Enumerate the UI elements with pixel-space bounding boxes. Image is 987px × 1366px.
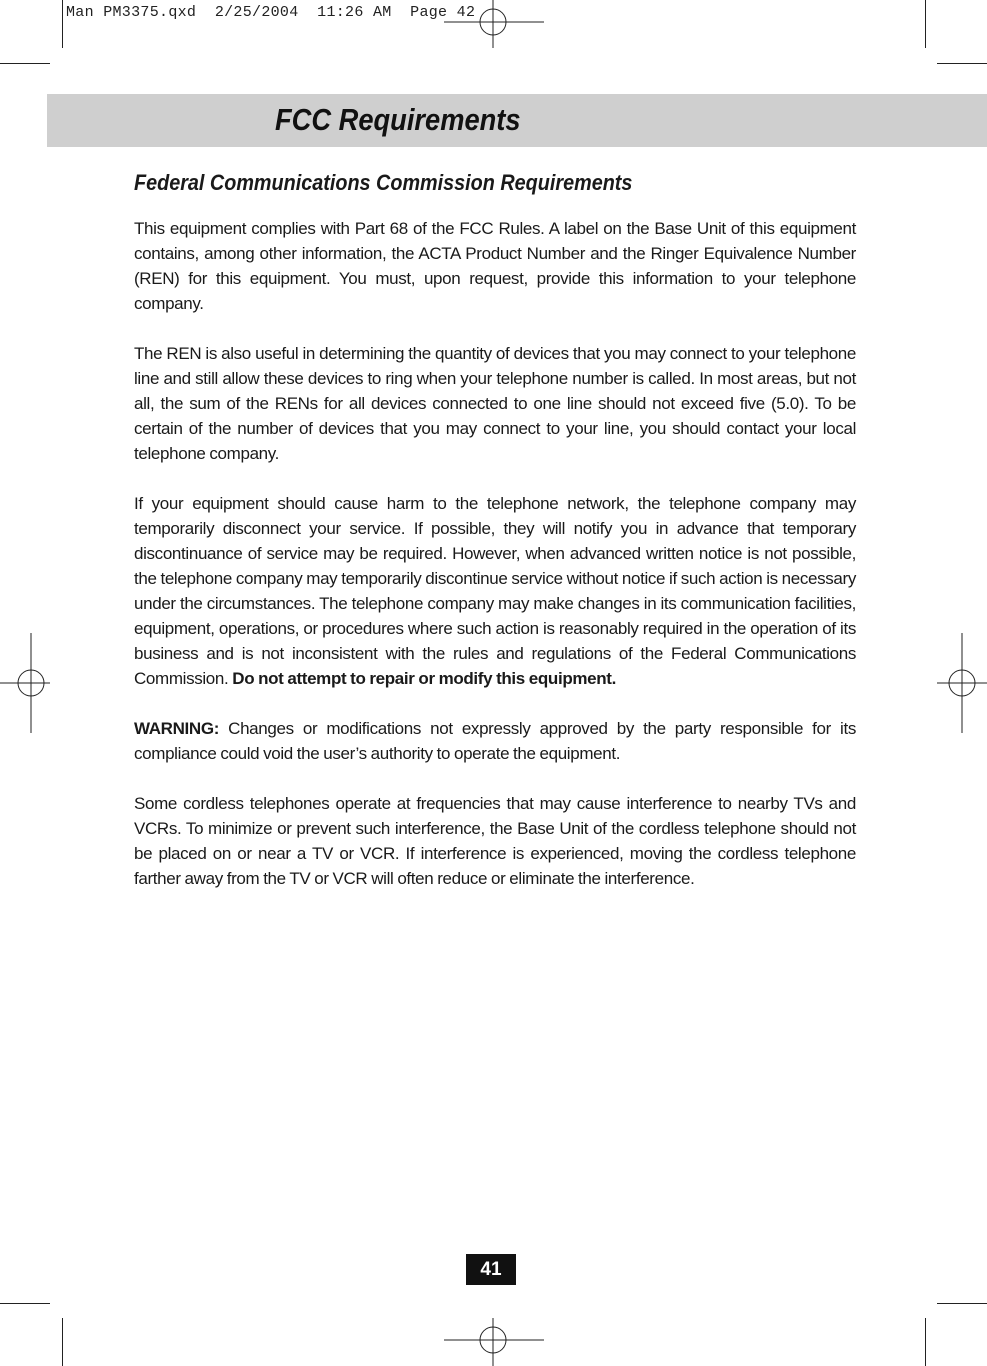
paragraph-network-harm bbox=[134, 491, 856, 691]
registration-mark-top bbox=[444, 0, 544, 48]
print-slug: Man PM3375.qxd 2/25/2004 11:26 AM Page 42 bbox=[66, 4, 476, 21]
section-header-band bbox=[47, 94, 987, 147]
crop-mark-top-right-v bbox=[925, 0, 926, 48]
crop-mark-bottom-left-h bbox=[0, 1303, 50, 1304]
crop-mark-top-right-h bbox=[937, 63, 987, 64]
crop-mark-top-left-h bbox=[0, 63, 50, 64]
crop-mark-top-left-v bbox=[62, 0, 63, 48]
page-subtitle: Federal Communications Commission Requirements bbox=[134, 170, 633, 195]
crop-mark-bottom-right-v bbox=[925, 1318, 926, 1366]
paragraph-warning bbox=[134, 716, 856, 766]
document-body bbox=[134, 170, 856, 916]
registration-mark-right bbox=[937, 633, 987, 733]
page-number: 41 bbox=[466, 1254, 516, 1285]
paragraph-part68: This equipment complies with Part 68 of the FCC Rules. A label on the Base Unit of this equipment contains, among other information, the ACTA Product Number and the Ringer Equivalence Number (REN) for this equipment. You must, upon request, provide this information to your telephone company. bbox=[134, 219, 856, 313]
warning-text: Changes or modifications not expressly approved by the party responsible for its compliance could void the user’s authority to operate the equipment. bbox=[134, 719, 856, 763]
paragraph-interference: Some cordless telephones operate at frequencies that may cause interference to nearby TVs and VCRs. To minimize or prevent such interference, the Base Unit of the cordless telephone should not be placed on or near a TV or VCR. If interference is experienced, moving the cordless telephone farther away from the TV or VCR will often reduce or eliminate the interference. bbox=[134, 794, 856, 888]
repair-warning-bold: Do not attempt to repair or modify this equipment. bbox=[232, 669, 616, 688]
paragraph-ren: The REN is also useful in determining the quantity of devices that you may connect to your telephone line and still allow these devices to ring when your telephone number is called. In most areas, but not all, the sum of the RENs for all devices connected to one line should not exceed five (5.0). To be certain of the number of devices that you may connect to your line, you should contact your local telephone company. bbox=[134, 344, 856, 463]
registration-mark-left bbox=[0, 633, 50, 733]
paragraph-network-harm-text: If your equipment should cause harm to the telephone network, the telephone company may temporarily disconnect your service. If possible, they will notify you in advance that temporary discontinuance of service may be required. However, when advanced written notice is not possible, the telephone company may temporarily discontinue service without notice if such action is necessary under the circumstances. The telephone company may make changes in its communication facilities, equipment, operations, or procedures where such action is reasonably required in the operation of its business and is not inconsistent with the rules and regulations of the Federal Communications Commission. bbox=[134, 494, 856, 688]
section-title: FCC Requirements bbox=[275, 102, 521, 137]
crop-mark-bottom-right-h bbox=[937, 1303, 987, 1304]
crop-mark-bottom-left-v bbox=[62, 1318, 63, 1366]
warning-label: WARNING: bbox=[134, 719, 220, 738]
registration-mark-bottom bbox=[444, 1318, 544, 1366]
